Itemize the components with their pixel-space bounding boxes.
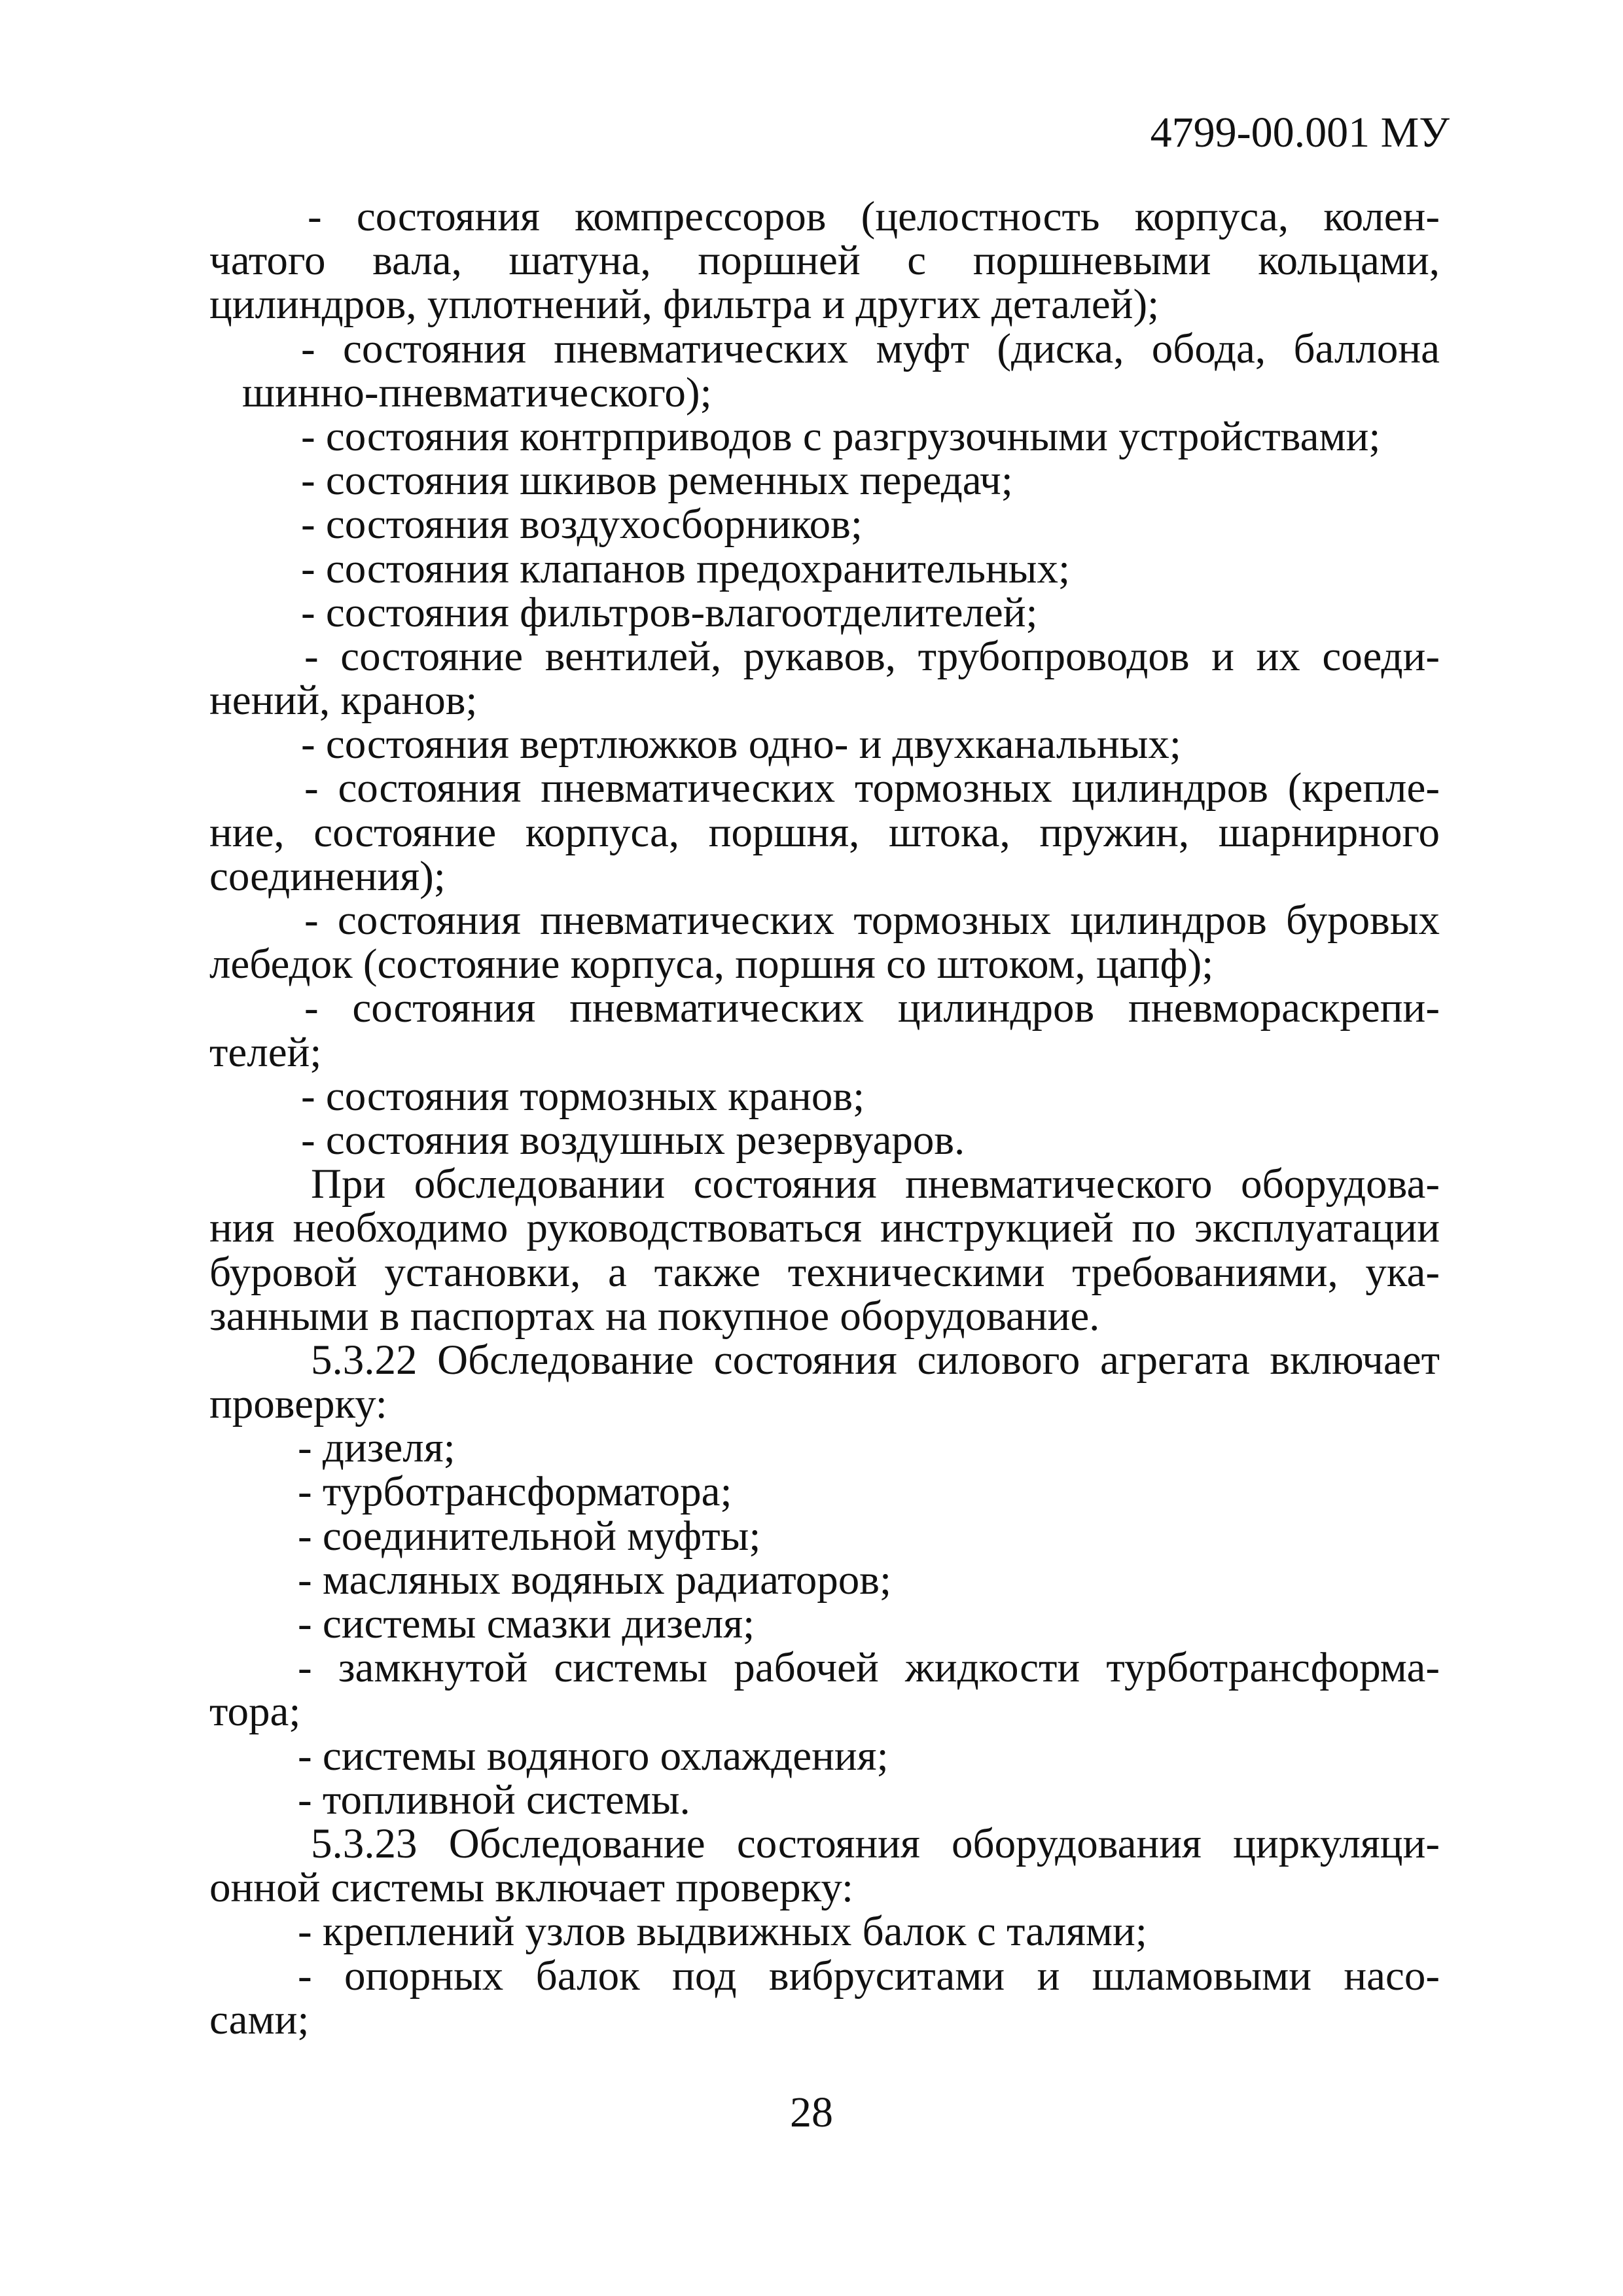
- text-line: буровой установки, а также техническими требованиями, ука-: [209, 1248, 1440, 1296]
- text-line: лебедок (состояние корпуса, поршня со штоком, цапф);: [209, 941, 1214, 988]
- body-text: [209, 195, 1440, 2042]
- text-line: - состояния контрприводов с разгрузочными устройствами;: [301, 412, 1381, 460]
- text-line: - состояния шкивов ременных передач;: [301, 457, 1013, 505]
- text-line: ния необходимо руководствоваться инструкцией по эксплуатации: [209, 1204, 1440, 1252]
- text-line: - состояния воздухосборников;: [301, 501, 863, 548]
- text-line: онной системы включает проверку:: [209, 1864, 854, 1912]
- document-code: 4799-00.001 МУ: [1150, 109, 1450, 156]
- text-line: - состояния компрессоров (целостность корпуса, колен-: [308, 193, 1440, 240]
- text-line: 5.3.22 Обследование состояния силового агрегата включает: [311, 1336, 1440, 1384]
- text-line: - состояния пневматических тормозных цилиндров буровых: [304, 897, 1440, 944]
- text-line: - соединительной муфты;: [298, 1512, 761, 1560]
- text-line: чатого вала, шатуна, поршней с поршневыми кольцами,: [209, 237, 1440, 285]
- text-line: - состояние вентилей, рукавов, трубопроводов и их соеди-: [304, 632, 1440, 680]
- text-line: - состояния вертлюжков одно- и двухканальных;: [301, 721, 1181, 768]
- text-line: - опорных балок под вибруситами и шламовыми насо-: [298, 1952, 1440, 2000]
- text-line: занными в паспортах на покупное оборудование.: [209, 1292, 1100, 1340]
- text-line: соединения);: [209, 852, 446, 900]
- text-line: - состояния пневматических тормозных цилиндров (крепле-: [304, 764, 1440, 812]
- text-line: - дизеля;: [298, 1424, 455, 1472]
- text-line: тора;: [209, 1688, 301, 1736]
- text-line: - замкнутой системы рабочей жидкости турботрансформа-: [298, 1644, 1440, 1692]
- text-line: шинно-пневматического);: [242, 368, 712, 416]
- text-line: - топливной системы.: [298, 1776, 690, 1823]
- text-line: - креплений узлов выдвижных балок с талями;: [298, 1908, 1147, 1956]
- text-line: - состояния тормозных кранов;: [301, 1072, 865, 1120]
- text-line: телей;: [209, 1028, 322, 1076]
- page-number: 28: [790, 2089, 833, 2136]
- text-line: - масляных водяных радиаторов;: [298, 1556, 892, 1604]
- text-line: ние, состояние корпуса, поршня, штока, пружин, шарнирного: [209, 808, 1440, 856]
- text-line: - системы смазки дизеля;: [298, 1600, 755, 1647]
- text-line: - состояния пневматических муфт (диска, обода, баллона: [301, 325, 1440, 372]
- text-line: цилиндров, уплотнений, фильтра и других деталей);: [209, 281, 1160, 329]
- text-line: - системы водяного охлаждения;: [298, 1732, 889, 1780]
- text-line: - состояния фильтров-влагоотделителей;: [301, 588, 1038, 636]
- text-line: При обследовании состояния пневматического оборудова-: [311, 1160, 1440, 1208]
- text-line: 5.3.23 Обследование состояния оборудования циркуляци-: [311, 1820, 1440, 1867]
- text-line: сами;: [209, 1996, 310, 2043]
- text-line: нений, кранов;: [209, 677, 478, 725]
- text-line: - состояния воздушных резервуаров.: [301, 1116, 965, 1164]
- text-line: проверку:: [209, 1380, 387, 1428]
- text-line: - состояния клапанов предохранительных;: [301, 545, 1071, 592]
- text-line: - турботрансформатора;: [298, 1468, 732, 1516]
- text-line: - состояния пневматических цилиндров пневмораскрепи-: [304, 984, 1440, 1032]
